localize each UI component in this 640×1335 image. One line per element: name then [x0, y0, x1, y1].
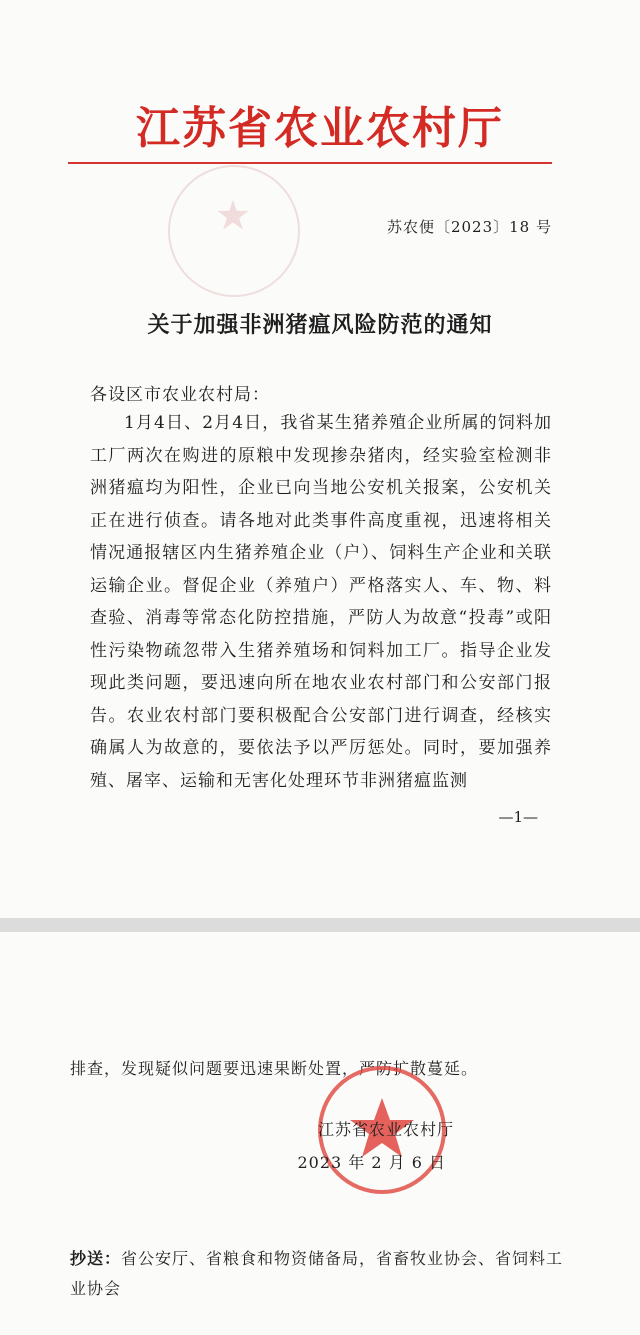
recipient-line: 各设区市农业农村局： — [90, 385, 270, 405]
cc-block — [70, 1244, 570, 1304]
header-divider — [68, 162, 552, 164]
cc-recipients: 省公安厅、省粮食和物资储备局，省畜牧业协会、省饲料工业协会 — [70, 1249, 564, 1298]
document-number: 苏农便〔2023〕18 号 — [386, 218, 552, 236]
page-separator — [0, 918, 640, 932]
cc-label: 抄送： — [70, 1249, 122, 1268]
signer-name: 江苏省农业农村厅 — [317, 1120, 454, 1139]
issuer-header: 江苏省农业农村厅 — [136, 103, 504, 154]
page-number: —1— — [498, 808, 538, 826]
continuation-paragraph: 排查，发现疑似问题要迅速果断处置，严防扩散蔓延。 — [70, 1059, 479, 1078]
document-title: 关于加强非洲猪瘟风险防范的通知 — [147, 312, 493, 338]
signature-date: 2023 年 2 月 6 日 — [297, 1153, 446, 1172]
document-page-2 — [0, 932, 640, 1335]
body-paragraph: 1月4日、2月4日，我省某生猪养殖企业所属的饲料加工厂两次在购进的原粮中发现掺杂猪肉，经实验室检测非洲猪瘟均为阳性，企业已向当地公安机关报案，公安机关正在进行侦查。请各地对此类事件高度重视，迅速将相关情况通报辖区内生猪养殖企业（户）、饲料生产企业和关联运输企业。督促企业（养殖户）严格落实人、车、物、料查验、消毒等常态化防控措施，严防人为故意“投毒”或阳性污染物疏忽带入生猪养殖场和饲料加工厂。指导企业发现此类问题，要迅速向所在地农业农村部门和公安部门报告。农业农村部门要积极配合公安部门进行调查，经核实确属人为故意的，要依法予以严厉惩处。同时，要加强养殖、屠宰、运输和无害化处理环节非洲猪瘟监测 — [90, 413, 552, 791]
faint-star-icon — [216, 198, 250, 232]
